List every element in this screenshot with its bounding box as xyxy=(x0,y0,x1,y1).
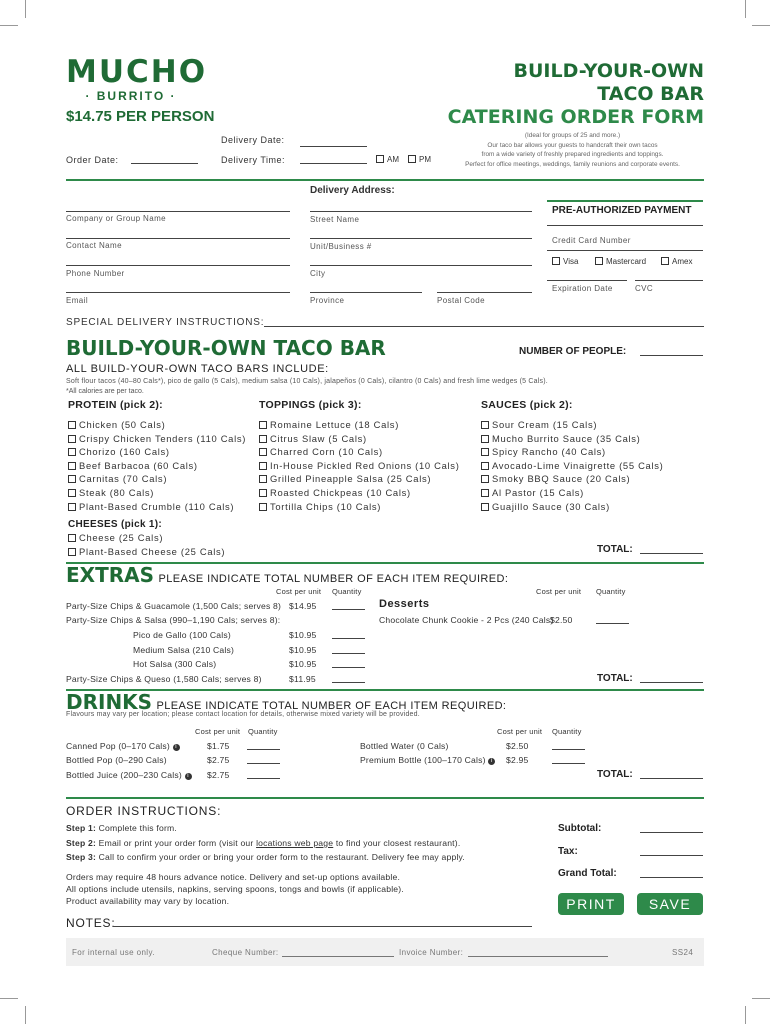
title-line2: TACO BAR xyxy=(597,83,704,105)
checkbox[interactable] xyxy=(259,475,267,483)
email-field[interactable] xyxy=(66,292,290,293)
people-field[interactable] xyxy=(640,355,703,356)
extras-title: EXTRAS xyxy=(66,563,155,587)
sauces-list xyxy=(481,418,663,513)
extras-qty-header: Quantity xyxy=(332,587,362,596)
drink-name: Bottled Pop (0–290 Cals) xyxy=(66,755,167,765)
company-field[interactable] xyxy=(66,211,290,212)
sauces-label: Guajillo Sauce (30 Cals) xyxy=(492,500,610,512)
form-title xyxy=(420,60,704,129)
toppings-label: Roasted Chickpeas (10 Cals) xyxy=(270,486,411,498)
checkbox[interactable] xyxy=(481,435,489,443)
step-3-label: Step 3: xyxy=(66,852,97,862)
toppings-option[interactable] xyxy=(259,432,460,446)
sauces-label: Spicy Rancho (40 Cals) xyxy=(492,446,606,458)
crop-mark xyxy=(0,25,18,26)
sauces-title: SAUCES (pick 2): xyxy=(481,399,573,411)
mastercard-option[interactable] xyxy=(595,257,646,266)
visa-label: Visa xyxy=(563,257,579,266)
cvc-field[interactable] xyxy=(635,280,703,281)
province-label: Province xyxy=(310,296,345,305)
protein-list xyxy=(68,418,246,513)
drinks-subtitle: PLEASE INDICATE TOTAL NUMBER OF EACH ITEM REQUIRED: xyxy=(156,700,507,712)
card-number-field[interactable] xyxy=(547,250,703,251)
drink-qty-field[interactable] xyxy=(247,778,280,779)
save-button[interactable]: SAVE xyxy=(637,893,703,915)
payment-rule xyxy=(547,200,703,202)
toppings-option[interactable] xyxy=(259,459,460,473)
toppings-label: Citrus Slaw (5 Cals) xyxy=(270,432,367,444)
sauces-option[interactable] xyxy=(481,418,663,432)
checkbox[interactable] xyxy=(481,475,489,483)
mastercard-checkbox[interactable] xyxy=(595,257,603,265)
extra-item-price: $10.95 xyxy=(289,645,317,655)
tacobar-title: BUILD-YOUR-OWN TACO BAR xyxy=(66,336,386,360)
toppings-option[interactable] xyxy=(259,418,460,432)
protein-option[interactable] xyxy=(68,472,246,486)
drink-name: Canned Pop (0–170 Cals) xyxy=(66,741,170,751)
locations-link[interactable]: locations web page xyxy=(256,838,334,848)
sauces-label: Mucho Burrito Sauce (35 Cals) xyxy=(492,432,641,444)
expiration-label: Expiration Date xyxy=(552,284,613,293)
province-field[interactable] xyxy=(310,292,422,293)
sauces-option[interactable] xyxy=(481,472,663,486)
drink-row xyxy=(66,741,180,751)
extra-qty-field[interactable] xyxy=(332,638,365,639)
drink-qty-field[interactable] xyxy=(552,763,585,764)
sauces-label: Al Pastor (15 Cals) xyxy=(492,486,584,498)
delivery-date-field[interactable] xyxy=(300,146,367,147)
tacobar-total-label: TOTAL: xyxy=(597,544,633,555)
pm-label: PM xyxy=(419,155,431,164)
includes-title: ALL BUILD-YOUR-OWN TACO BARS INCLUDE: xyxy=(66,363,329,375)
checkbox[interactable] xyxy=(259,435,267,443)
toppings-option[interactable] xyxy=(259,472,460,486)
grand-total-field[interactable] xyxy=(640,877,703,878)
drink-qty-field[interactable] xyxy=(552,749,585,750)
city-label: City xyxy=(310,269,326,278)
checkbox[interactable] xyxy=(68,475,76,483)
tax-field[interactable] xyxy=(640,855,703,856)
price-per-person: $14.75 PER PERSON xyxy=(66,108,215,125)
desserts-title: Desserts xyxy=(379,598,430,610)
toppings-list xyxy=(259,418,460,513)
amex-checkbox[interactable] xyxy=(661,257,669,265)
brand-logo-sub: · BURRITO · xyxy=(85,89,177,103)
checkbox[interactable] xyxy=(68,421,76,429)
cheque-field[interactable] xyxy=(282,956,394,957)
phone-label: Phone Number xyxy=(66,269,125,278)
delivery-date-label: Delivery Date: xyxy=(221,135,285,145)
notes-field[interactable] xyxy=(113,926,532,927)
checkbox[interactable] xyxy=(259,462,267,470)
postal-label: Postal Code xyxy=(437,296,485,305)
drink-price: $2.50 xyxy=(506,741,529,751)
am-label: AM xyxy=(387,155,399,164)
toppings-option[interactable] xyxy=(259,500,460,514)
tax-label: Tax: xyxy=(558,846,578,857)
extras-heading xyxy=(66,563,508,587)
special-instructions-label: SPECIAL DELIVERY INSTRUCTIONS: xyxy=(66,317,265,328)
protein-option[interactable] xyxy=(68,459,246,473)
info-icon[interactable]: i xyxy=(185,773,192,780)
payment-title: PRE-AUTHORIZED PAYMENT xyxy=(552,205,692,216)
toppings-label: Grilled Pineapple Salsa (25 Cals) xyxy=(270,473,432,485)
extra-item-name: Party-Size Chips & Guacamole (1,500 Cals; serves 8) xyxy=(66,601,282,611)
cheeses-label: Plant-Based Cheese (25 Cals) xyxy=(79,545,226,557)
protein-label: Chorizo (160 Cals) xyxy=(79,446,170,458)
delivery-address-label: Delivery Address: xyxy=(310,185,395,196)
crop-mark xyxy=(745,0,746,18)
extra-qty-field[interactable] xyxy=(332,682,365,683)
drink-row xyxy=(360,755,495,765)
intro-line: (Ideal for groups of 25 and more.) xyxy=(524,132,621,139)
checkbox[interactable] xyxy=(68,448,76,456)
info-icon[interactable]: i xyxy=(173,744,180,751)
visa-checkbox[interactable] xyxy=(552,257,560,265)
drink-price: $1.75 xyxy=(207,741,230,751)
dessert-item-name: Chocolate Chunk Cookie - 2 Pcs (240 Cals) xyxy=(379,615,554,625)
toppings-label: In-House Pickled Red Onions (10 Cals) xyxy=(270,459,460,471)
drinks-total-field[interactable] xyxy=(640,778,703,779)
divider xyxy=(66,179,704,181)
divider xyxy=(66,797,704,799)
drink-price: $2.95 xyxy=(506,755,529,765)
step-3-text: Call to confirm your order or bring your order form to the restaurant. Delivery fee may apply. xyxy=(98,852,466,862)
step-1 xyxy=(66,823,177,833)
toppings-title: TOPPINGS (pick 3): xyxy=(259,399,362,411)
title-line3: CATERING ORDER FORM xyxy=(447,106,704,128)
subtotal-label: Subtotal: xyxy=(558,823,602,834)
extra-item-name: Hot Salsa (300 Cals) xyxy=(133,659,217,669)
internal-label: For internal use only. xyxy=(72,948,155,957)
protein-option[interactable] xyxy=(68,500,246,514)
checkbox[interactable] xyxy=(481,448,489,456)
sauces-option[interactable] xyxy=(481,500,663,514)
toppings-label: Tortilla Chips (10 Cals) xyxy=(270,500,382,512)
extra-item-price: $10.95 xyxy=(289,630,317,640)
intro-line: from a wide variety of freshly prepared ingredients and toppings. xyxy=(481,151,664,159)
extras-total-label: TOTAL: xyxy=(597,673,633,684)
order-note: Orders may require 48 hours advance notice. Delivery and set-up options available. xyxy=(66,872,401,882)
checkbox[interactable] xyxy=(481,489,489,497)
step-1-text: Complete this form. xyxy=(98,823,177,833)
step-2 xyxy=(66,838,460,848)
desserts-cost-header: Cost per unit xyxy=(536,587,582,596)
visa-option[interactable] xyxy=(552,257,578,266)
delivery-time-field[interactable] xyxy=(300,163,367,164)
extra-qty-field[interactable] xyxy=(332,653,365,654)
calories-note: *All calories are per taco. xyxy=(66,388,144,395)
desserts-qty-header: Quantity xyxy=(596,587,626,596)
step-2-text: Email or print your order form (visit our xyxy=(98,838,257,848)
intro-line: Perfect for office meetings, weddings, family reunions and corporate events. xyxy=(465,160,680,168)
dessert-item-price: $2.50 xyxy=(550,615,573,625)
drink-row xyxy=(66,770,192,780)
cheeses-title: CHEESES (pick 1): xyxy=(68,519,163,530)
postal-field[interactable] xyxy=(437,292,532,293)
payment-divider xyxy=(547,225,703,226)
checkbox[interactable] xyxy=(68,534,76,542)
step-2-text-end: to find your closest restaurant). xyxy=(333,838,461,848)
drinks-qty-header: Quantity xyxy=(248,727,278,736)
grand-total-label: Grand Total: xyxy=(558,868,617,879)
protein-title: PROTEIN (pick 2): xyxy=(68,399,163,411)
sauces-label: Avocado-Lime Vinaigrette (55 Cals) xyxy=(492,459,664,471)
protein-label: Beef Barbacoa (60 Cals) xyxy=(79,459,198,471)
drink-name: Bottled Water (0 Cals) xyxy=(360,741,449,751)
protein-option[interactable] xyxy=(68,432,246,446)
protein-label: Steak (80 Cals) xyxy=(79,486,155,498)
subtotal-field[interactable] xyxy=(640,832,703,833)
crop-mark xyxy=(745,1006,746,1024)
print-button[interactable]: PRINT xyxy=(558,893,624,915)
checkbox[interactable] xyxy=(481,421,489,429)
drink-qty-field[interactable] xyxy=(247,763,280,764)
checkbox[interactable] xyxy=(481,462,489,470)
checkbox[interactable] xyxy=(259,503,267,511)
company-label: Company or Group Name xyxy=(66,214,166,223)
amex-option[interactable] xyxy=(661,257,692,266)
payment-box xyxy=(547,200,703,298)
protein-option[interactable] xyxy=(68,486,246,500)
checkbox[interactable] xyxy=(68,503,76,511)
drinks-total-label: TOTAL: xyxy=(597,769,633,780)
cheeses-list xyxy=(68,531,225,558)
step-1-label: Step 1: xyxy=(66,823,97,833)
order-date-label: Order Date: xyxy=(66,155,119,165)
protein-option[interactable] xyxy=(68,418,246,432)
drink-name: Bottled Juice (200–230 Cals) xyxy=(66,770,182,780)
order-instructions-title: ORDER INSTRUCTIONS: xyxy=(66,804,222,818)
contact-label: Contact Name xyxy=(66,241,122,250)
card-number-label: Credit Card Number xyxy=(552,236,631,245)
dessert-qty-field[interactable] xyxy=(596,623,629,624)
toppings-label: Romaine Lettuce (18 Cals) xyxy=(270,419,400,430)
intro-text xyxy=(440,131,705,169)
checkbox[interactable] xyxy=(481,503,489,511)
extra-qty-field[interactable] xyxy=(332,667,365,668)
toppings-label: Charred Corn (10 Cals) xyxy=(270,446,383,458)
tacobar-total-field[interactable] xyxy=(640,553,703,554)
checkbox[interactable] xyxy=(68,489,76,497)
drink-price: $2.75 xyxy=(207,770,230,780)
cheeses-option[interactable] xyxy=(68,531,225,545)
order-date-field[interactable] xyxy=(131,163,198,164)
contact-field[interactable] xyxy=(66,238,290,239)
internal-footer xyxy=(66,938,704,966)
crop-mark xyxy=(25,1006,26,1024)
order-note: Product availability may vary by location. xyxy=(66,896,230,906)
notes-label: NOTES: xyxy=(66,916,116,930)
sauces-option[interactable] xyxy=(481,432,663,446)
checkbox[interactable] xyxy=(259,421,267,429)
street-field[interactable] xyxy=(310,211,532,212)
cheeses-option[interactable] xyxy=(68,545,225,559)
delivery-time-label: Delivery Time: xyxy=(221,155,286,165)
step-2-label: Step 2: xyxy=(66,838,97,848)
drink-qty-field[interactable] xyxy=(247,749,280,750)
extras-subtitle: PLEASE INDICATE TOTAL NUMBER OF EACH ITEM REQUIRED: xyxy=(158,573,509,585)
protein-label: Crispy Chicken Tenders (110 Cals) xyxy=(79,432,247,444)
form-code: SS24 xyxy=(672,948,694,957)
protein-label: Plant-Based Crumble (110 Cals) xyxy=(79,500,235,512)
info-icon[interactable]: i xyxy=(488,758,495,765)
extras-total-field[interactable] xyxy=(640,682,703,683)
drinks-cost-header: Cost per unit xyxy=(195,727,241,736)
sauces-label: Sour Cream (15 Cals) xyxy=(492,419,598,430)
extra-qty-field[interactable] xyxy=(332,609,365,610)
extra-item-name: Party-Size Chips & Queso (1,580 Cals; serves 8) xyxy=(66,674,262,684)
drinks-title: DRINKS xyxy=(66,690,153,714)
crop-mark xyxy=(25,0,26,18)
sauces-option[interactable] xyxy=(481,459,663,473)
am-checkbox[interactable] xyxy=(376,155,384,163)
special-instructions-field[interactable] xyxy=(264,326,704,327)
drinks-note: Flavours may vary per location; please contact location for details, otherwise mixed variety will be provided. xyxy=(66,711,420,718)
includes-text: Soft flour tacos (40–80 Cals*), pico de gallo (5 Cals), medium salsa (10 Cals), jalapeños (0 Cals), cilantro (0 Cals) and fresh lime wedges (5 Cals). xyxy=(66,378,548,385)
extra-item-name: Pico de Gallo (100 Cals) xyxy=(133,630,231,640)
title-line1: BUILD-YOUR-OWN xyxy=(513,60,704,82)
crop-mark xyxy=(752,998,770,999)
extra-item-name: Medium Salsa (210 Cals) xyxy=(133,645,235,655)
protein-label: Carnitas (70 Cals) xyxy=(79,473,168,485)
extras-cost-header: Cost per unit xyxy=(276,587,322,596)
toppings-option[interactable] xyxy=(259,486,460,500)
drinks-cost-header-right: Cost per unit xyxy=(497,727,543,736)
extra-item-price: $14.95 xyxy=(289,601,317,611)
intro-line: Our taco bar allows your guests to handcraft their own tacos xyxy=(487,141,658,149)
cheque-label: Cheque Number: xyxy=(212,948,279,957)
checkbox[interactable] xyxy=(68,548,76,556)
extra-item-price: $10.95 xyxy=(289,659,317,669)
toppings-option[interactable] xyxy=(259,445,460,459)
protein-option[interactable] xyxy=(68,445,246,459)
checkbox[interactable] xyxy=(259,448,267,456)
checkbox[interactable] xyxy=(259,489,267,497)
email-label: Email xyxy=(66,296,89,305)
crop-mark xyxy=(752,25,770,26)
crop-mark xyxy=(0,998,18,999)
invoice-label: Invoice Number: xyxy=(399,948,464,957)
extra-item-price: $11.95 xyxy=(289,674,316,684)
checkbox[interactable] xyxy=(68,462,76,470)
invoice-field[interactable] xyxy=(468,956,608,957)
unit-field[interactable] xyxy=(310,238,532,239)
street-label: Street Name xyxy=(310,215,360,224)
drink-name: Premium Bottle (100–170 Cals) xyxy=(360,755,486,765)
am-option[interactable] xyxy=(376,155,399,164)
amex-label: Amex xyxy=(672,257,693,266)
city-field[interactable] xyxy=(310,265,532,266)
step-3 xyxy=(66,852,465,862)
expiration-field[interactable] xyxy=(547,280,627,281)
drink-price: $2.75 xyxy=(207,755,230,765)
people-label: NUMBER OF PEOPLE: xyxy=(519,346,627,357)
protein-label: Chicken (50 Cals) xyxy=(79,419,166,430)
brand-logo: MUCHO xyxy=(66,54,208,90)
drinks-qty-header-right: Quantity xyxy=(552,727,582,736)
pm-checkbox[interactable] xyxy=(408,155,416,163)
unit-label: Unit/Business # xyxy=(310,242,372,251)
sauces-option[interactable] xyxy=(481,445,663,459)
checkbox[interactable] xyxy=(68,435,76,443)
sauces-label: Smoky BBQ Sauce (20 Cals) xyxy=(492,473,631,485)
sauces-option[interactable] xyxy=(481,486,663,500)
pm-option[interactable] xyxy=(408,155,431,164)
phone-field[interactable] xyxy=(66,265,290,266)
mastercard-label: Mastercard xyxy=(606,257,647,266)
cvc-label: CVC xyxy=(635,284,654,293)
order-note: All options include utensils, napkins, serving spoons, tongs and bowls (if applicable). xyxy=(66,884,404,894)
cheeses-label: Cheese (25 Cals) xyxy=(79,532,164,543)
extra-item-name: Party-Size Chips & Salsa (990–1,190 Cals; serves 8): xyxy=(66,615,281,625)
